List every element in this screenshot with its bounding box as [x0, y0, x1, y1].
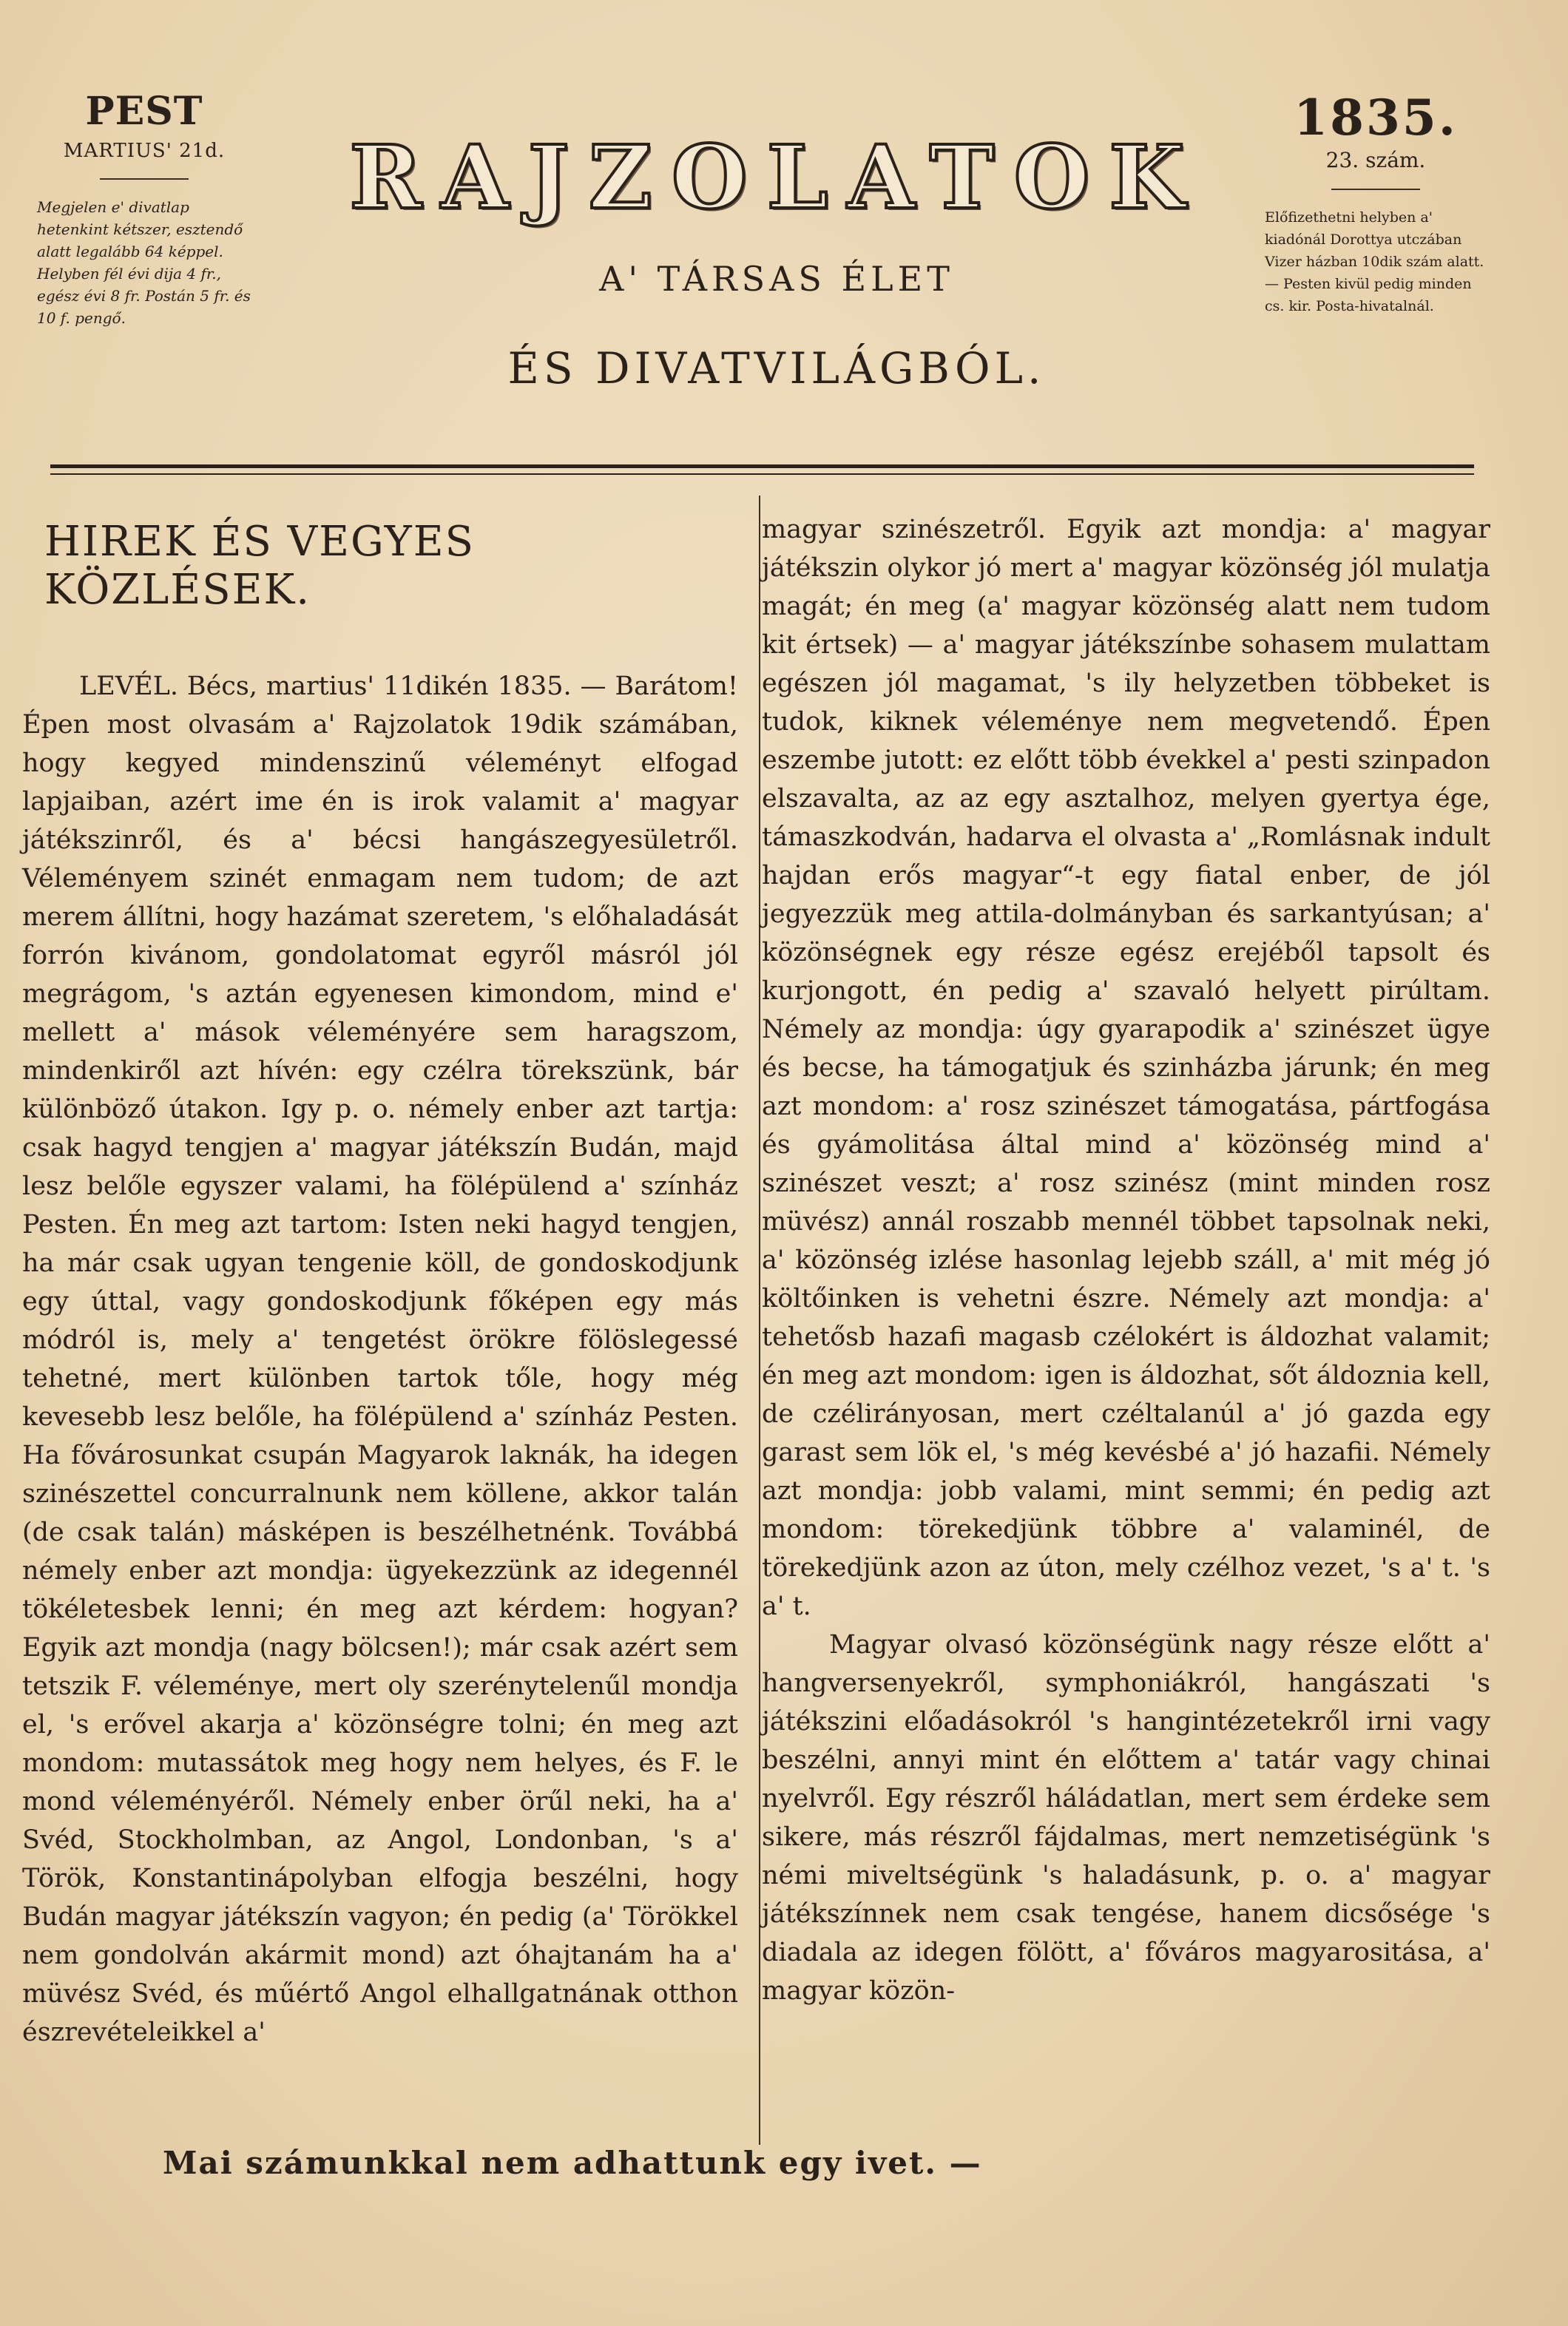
column-divider [759, 496, 760, 2145]
header-right [1265, 89, 1487, 317]
subscription-info: Előfizethetni helyben a' kiadónál Dorottya utczában Vizer házban 10dik szám alatt. — Pesten kivül pedig minden cs. kir. Posta-hivatalnál. [1265, 209, 1484, 314]
short-divider-left [100, 178, 189, 180]
masthead [311, 126, 1243, 393]
issue-date: MARTIUS' 21d. [63, 140, 226, 162]
issue-year: 1835. [1294, 89, 1458, 146]
short-divider-right [1331, 189, 1420, 190]
header-rule-thick [50, 464, 1474, 468]
subscription-note: Megjelen e' divatlap hetenkint kétszer, esztendő alatt legalább 64 képpel. Helyben fél évi dija 4 fr., egész évi 8 fr. Postán 5 fr. és 10 f. pengő. [37, 198, 251, 327]
header-left [37, 89, 251, 329]
letter-text: LEVÉL. Bécs, martius' 11dikén 1835. — Barátom! Épen most olvasám a' Rajzolatok 19dik számában, hogy kegyed mindenszinű véleményt elfogad lapjaiban, azért ime én is irok valamit a' magyar játékszinről, és a' bécsi hangászegyesületről. Véleményem szinét enmagam nem tudom; de azt merem állítni, hogy hazámat szeretem, 's előhaladását forrón kivánom, gondolatomat egyről másról jól megrágom, 's aztán egyenesen kimondom, mind e' mellett a' mások véleményére sem haragszom, mindenkiről azt hívén: egy czélra törekszünk, bár különböző útakon. Igy p. o. némely enber azt tartja: csak hagyd tengjen a' magyar játékszín Budán, majd lesz belőle egyszer valami, ha fölépülend a' színház Pesten. Én meg azt tartom: Isten neki hagyd tengjen, ha már csak ugyan tengenie köll, de gondoskodjunk egy úttal, vagy gondoskodjunk főképen egy más módról is, mely a' tengetést örökre fölöslegessé tehetné, mert különben tartok tőle, hogy még kevesebb lesz belőle, ha fölépülend a' színház Pesten. Ha fővárosunkat csupán Magyarok laknák, ha idegen szinészettel concurralnunk nem köllene, akkor talán (de csak talán) másképen is beszélhetnénk. Továbbá némely enber azt mondja: ügyekezzünk az idegennél tökéletesbek lenni; én meg azt kérdem: hogyan? Egyik azt mondja (nagy bölcsen!); már csak azért sem tetszik F. véleménye, mert oly szerénytelenűl mondja el, 's erővel akarja a' közönségre tolni; én meg azt mondom: mutassátok meg hogy nem helyes, és F. le mond véleményéről. Némely enber örűl neki, ha a' Svéd, Stockholmban, az Angol, Londonban, 's a' Török, Konstantinápolyban elfogja beszélni, hogy Budán magyar játékszín vagyon; én pedig (a' Törökkel nem gondolván akármit mond) azt óhajtanám ha a' müvész Svéd, és műértő Angol elhallgatnának otthon észrevételeikkel a' [22, 672, 738, 2047]
subtitle-line-1: A' TÁRSAS ÉLET [599, 259, 954, 299]
concert-paragraph: Magyar olvasó közönségünk nagy része előtt a' hangversenyekről, symphoniákról, hangászati 's játékszini előadásokról 's hangintézetekről irni vagy beszélni, annyi mint én előttem a' tatár vagy chinai nyelvről. Egy részről háládatlan, mert sem érdeke sem sikere, más részről fájdalmas, mert nemzetiségünk 's némi miveltségünk 's haladásunk, p. o. a' magyar játékszínnek nem csak tengése, hanem dicsősége 's diadala az idegen fölött, a' főváros magyarositása, a' magyar közön- [762, 1630, 1490, 2006]
letter-continuation: magyar szinészetről. Egyik azt mondja: a' magyar játékszin olykor jó mert a' magyar közönség jól mulatja magát; én meg (a' magyar közönség alatt nem tudom kit értsek) — a' magyar játékszínbe sohasem mulattam egészen jól magamat, 's ily helyzetben többeket is tudok, kiknek véleménye nem megvetendő. Épen eszembe jutott: ez előtt több évekkel a' pesti szinpadon elszavalta, az az egy asztalhoz, melyen gyertya ége, támaszkodván, hadarva el olvasta a' „Romlásnak indult hajdan erős magyar“-t egy fiatal enber, de jól jegyezzük meg attila-dolmányban és sarkantyúsan; a' közönségnek egy része egész erejéből tapsolt és kurjongott, én pedig a' szavaló helyett pirúltam. Némely az mondja: úgy gyarapodik a' szinészet ügye és becse, ha támogatjuk és szinházba járunk; én meg azt mondom: a' rosz szinészet támogatása, pártfogása és gyámolitása által mind a' közönség mind a' szinészet veszt; a' rosz szinész (mint minden rosz müvész) annál roszabb mennél többet tapsolnak neki, a' közönség izlése hasonlag lejebb száll, a' mit még jó költőinken is vehetni észre. Némely azt mondja: a' tehetősb hazafi magasb czélokért is áldozhat valamit; én meg azt mondom: igen is áldozhat, sőt áldoznia kell, de czélirányosan, mert czéltalanúl a' jó gazda egy garast sem lök el, 's még kevésbé a' jó hazafii. Némely azt mondja: jobb valami, mint semmi; én pedig azt mondom: törekedjünk többre a' valaminél, de törekedjünk azon az úton, mely czélhoz vezet, 's a' t. 's a' t. [762, 515, 1490, 1621]
header-rule-thin [50, 473, 1474, 475]
footer-note: Mai számunkkal nem adhattunk egy ivet. — [163, 2145, 982, 2181]
right-column [762, 510, 1490, 2010]
section-heading: HIREK ÉS VEGYES KÖZLÉSEK. [44, 518, 475, 614]
left-column [22, 510, 738, 2052]
subtitle-line-2: ÉS DIVATVILÁGBÓL. [507, 343, 1046, 393]
issue-number: 23. szám. [1325, 148, 1426, 172]
newspaper-title: RAJZOLATOK [349, 126, 1204, 229]
place-name: PEST [85, 89, 203, 134]
